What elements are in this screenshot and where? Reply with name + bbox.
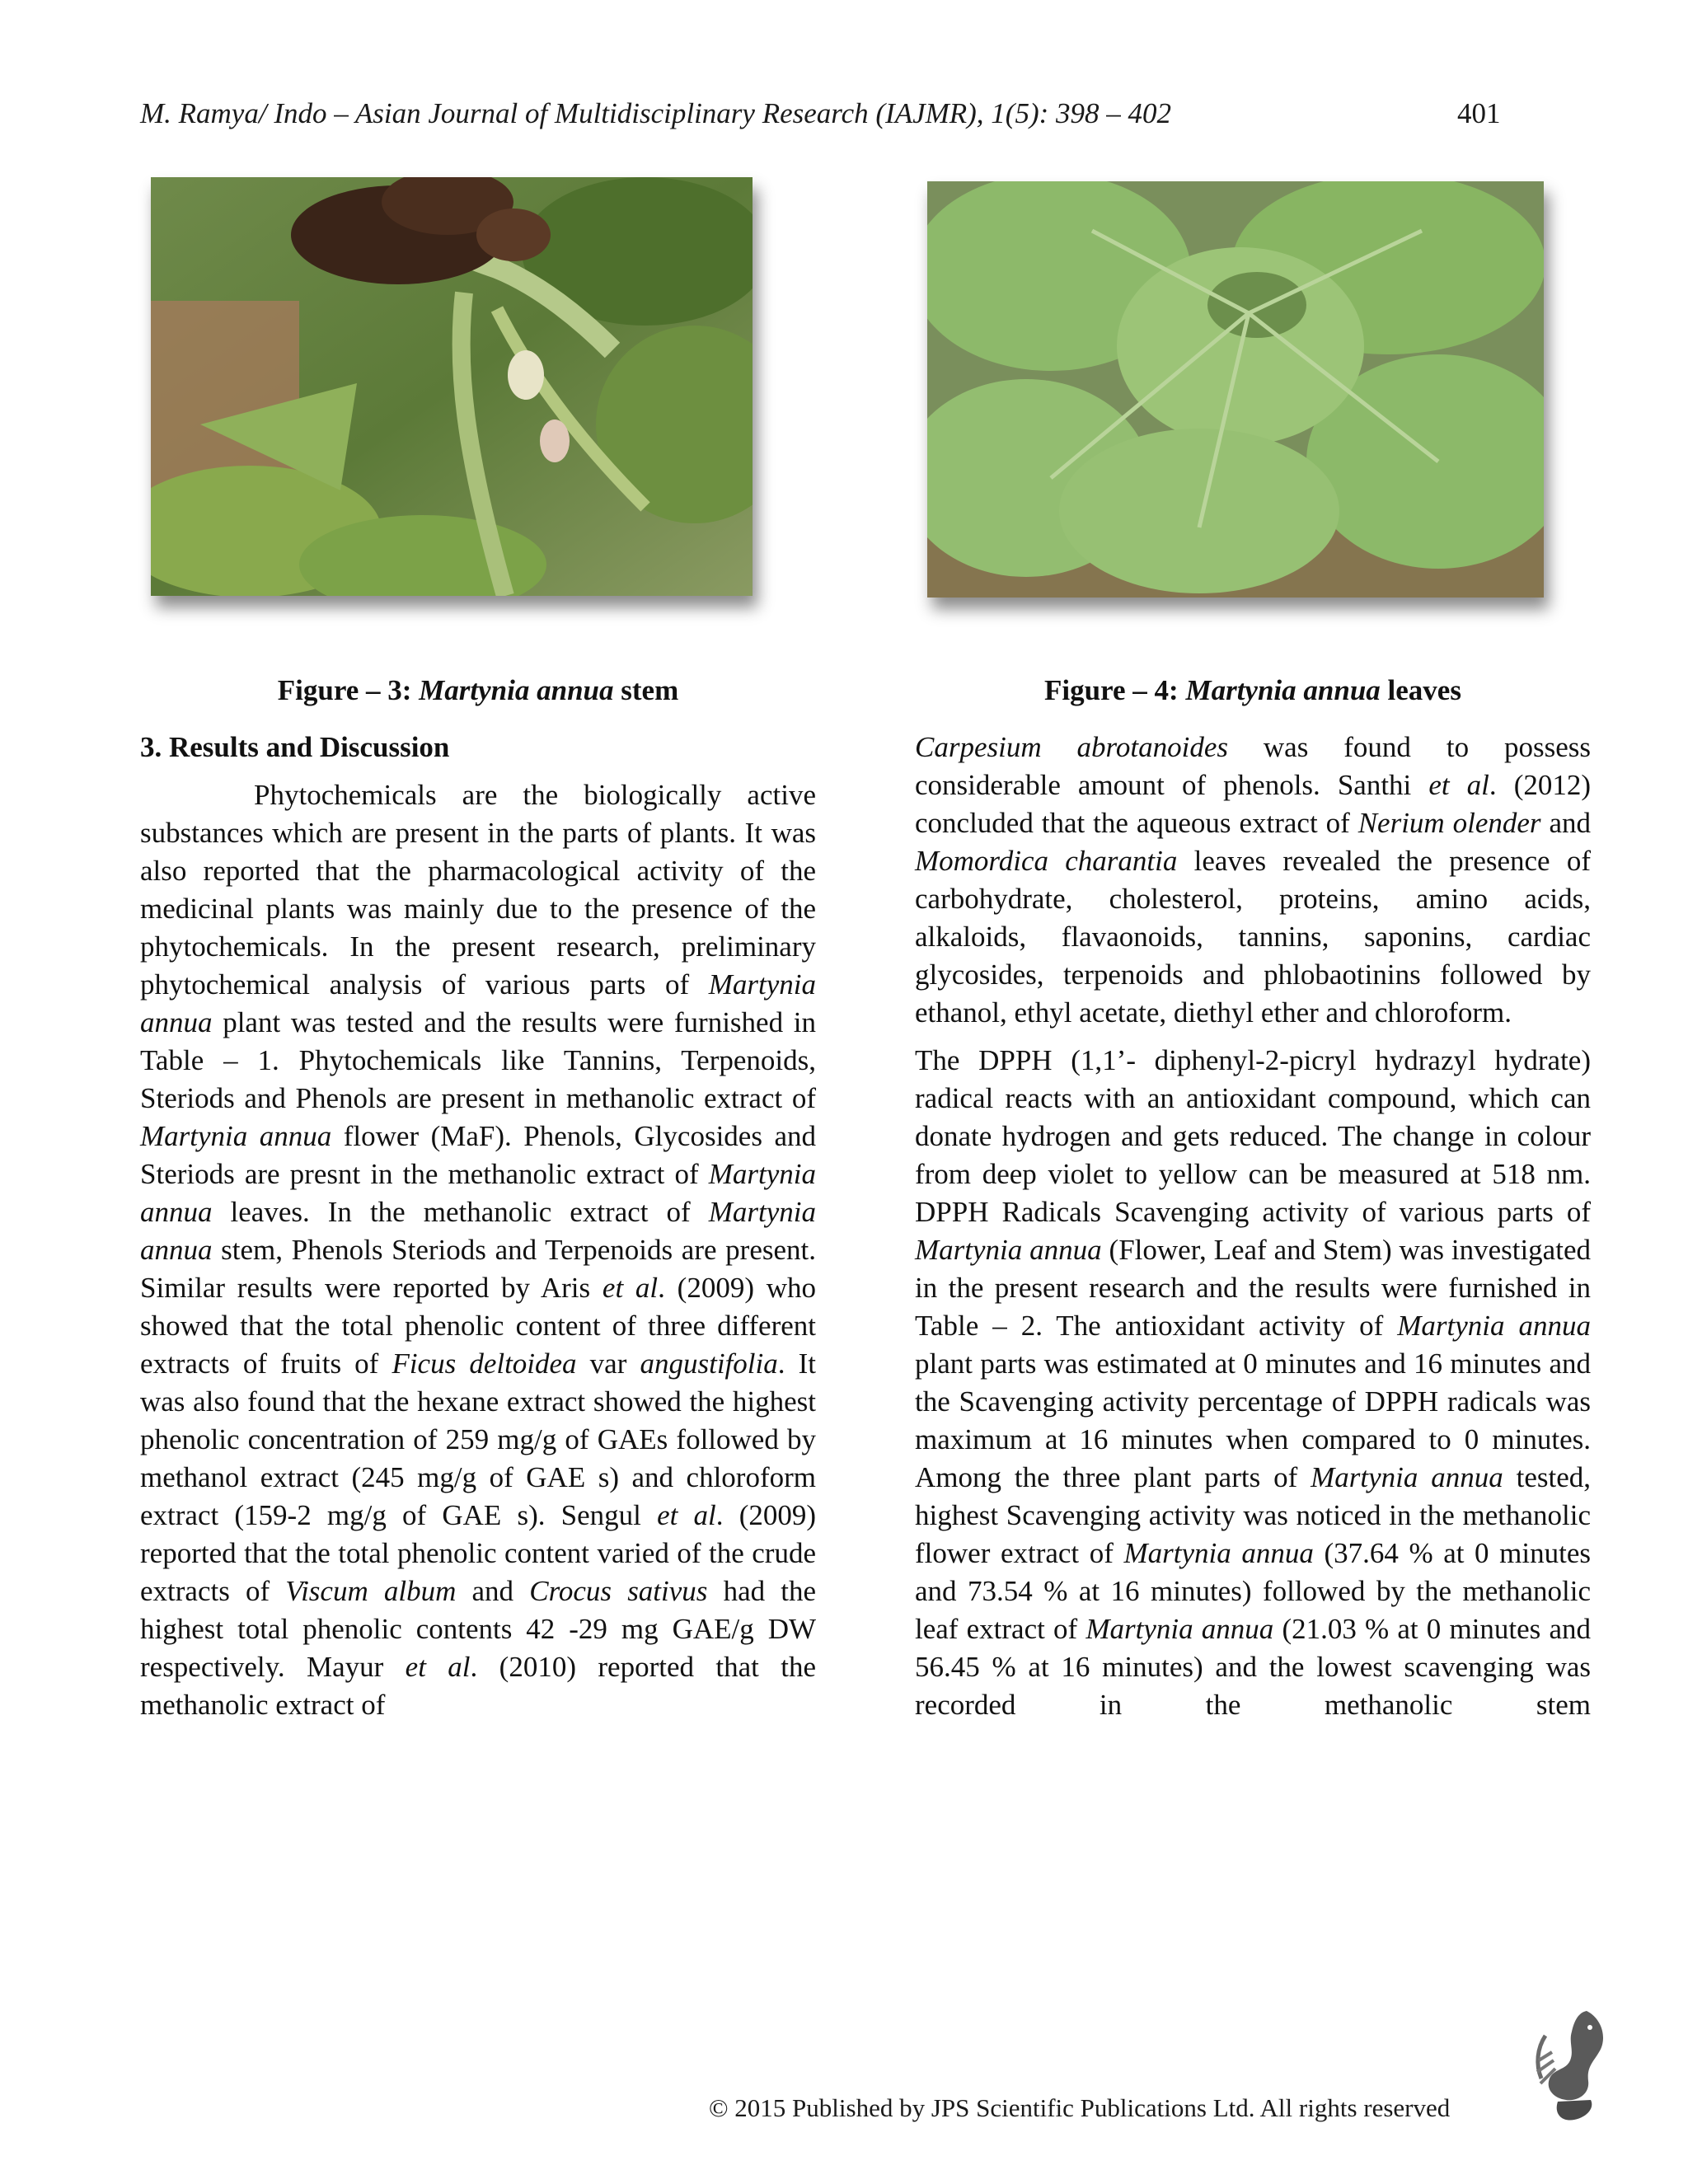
results-paragraph-1: Phytochemicals are the biologically active substances which are present in the parts of plants. It was also reported that the pharmacological activity of the medicinal plants was mainly due to the presence of the phytochemicals. In the present research, preliminary phytochemical analysis of various parts of Martynia annua plant was tested and the results were furnished in Table – 1. Phytochemicals like Tannins, Terpenoids, Steriods and Phenols are present in methanolic extract of Martynia annua flower (MaF). Phenols, Glycosides and Steriods are presnt in the methanolic extract of Martynia annua leaves. In the methanolic extract of Martynia annua stem, Phenols Steriods and Terpenoids are present. Similar results were reported by Aris et al. (2009) who showed that the total phenolic content of three different extracts of fruits of Ficus deltoidea var angustifolia. It was also found that the hexane extract showed the highest phenolic concentration of 259 mg/g of GAEs followed by methanol extract (245 mg/g of GAE s) and chloroform extract (159-2 mg/g of GAE s). Sengul et al. (2009) reported that the total phenolic content varied of the crude extracts of Viscum album and Crocus sativus had the highest total phenolic contents 42 -29 mg GAE/g DW respectively. Mayur et al. (2010) reported that the methanolic extract of (140, 779, 817, 1721)
figure-3-species: Martynia annua (419, 674, 614, 706)
page-number: 401 (1457, 97, 1501, 129)
publisher-logo (1529, 2003, 1620, 2126)
figure-4-photo (927, 181, 1544, 598)
running-header (140, 97, 1508, 137)
figure-4-caption: Figure – 4: Martynia annua leaves (1044, 674, 1461, 706)
results-paragraph-2: Carpesium abrotanoides was found to possess considerable amount of phenols. Santhi et al. (2012) concluded that the aqueous extract of Nerium olender and Momordica charantia leaves revealed the presence of carbohydrate, cholesterol, proteins, amino acids, alkaloids, flavaonoids, tannins, saponins, cardiac glycosides, terpenoids and phlobaotinins followed by ethanol, ethyl acetate, diethyl ether and chloroform. (915, 731, 1592, 1029)
right-column (915, 729, 1591, 1724)
figure-3-photo (151, 177, 753, 596)
copyright-footer: © 2015 Published by JPS Scientific Publications Ltd. All rights reserved (709, 2093, 1451, 2122)
stem-photo-illustration (151, 177, 753, 596)
section-heading: 3. Results and Discussion (140, 731, 450, 763)
figure-4-species: Martynia annua (1185, 674, 1381, 706)
horse-emblem-icon (1529, 2003, 1620, 2126)
leaves-photo-illustration (927, 181, 1544, 598)
journal-citation: M. Ramya/ Indo – Asian Journal of Multidisciplinary Research (IAJMR), 1(5): 398 – 402 (140, 97, 1172, 129)
figure-3-caption: Figure – 3: Martynia annua stem (277, 674, 679, 706)
left-column (140, 729, 816, 1724)
results-paragraph-3: The DPPH (1,1’- diphenyl-2-picryl hydrazyl hydrate) radical reacts with an antioxidant compound, which can donate hydrogen and gets reduced. The change in colour from deep violet to yellow can be measured at 518 nm. DPPH Radicals Scavenging activity of various parts of Martynia annua (Flower, Leaf and Stem) was investigated in the present research and the results were furnished in Table – 2. The antioxidant activity of Martynia annua plant parts was estimated at 0 minutes and 16 minutes and the Scavenging activity percentage of DPPH radicals was maximum at 16 minutes when compared to 0 minutes. Among the three plant parts of Martynia annua tested, highest Scavenging activity was noticed in the methanolic flower extract of Martynia annua (37.64 % at 0 minutes and 73.54 % at 16 minutes) followed by the methanolic leaf extract of Martynia annua (21.03 % at 0 minutes and 56.45 % at 16 minutes) and the lowest scavenging was recorded in the methanolic stem (915, 1044, 1592, 1721)
